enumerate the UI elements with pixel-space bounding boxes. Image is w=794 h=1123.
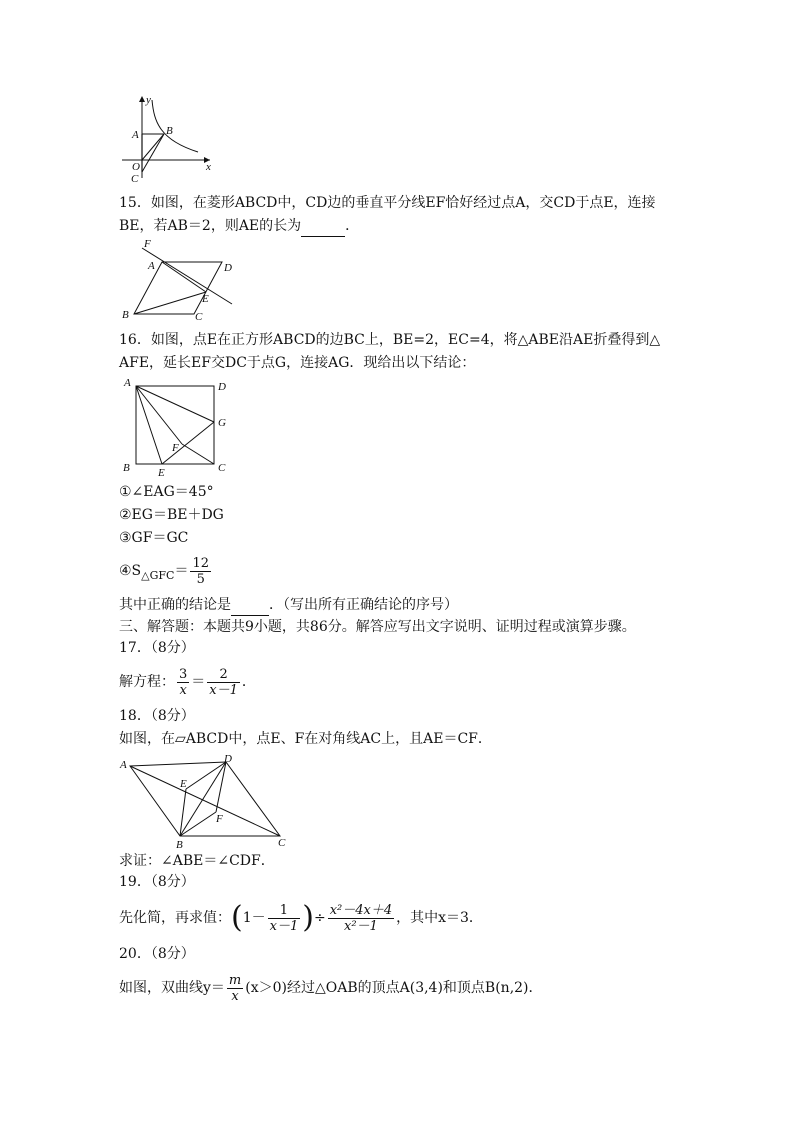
fig14-label-x: x (206, 161, 211, 173)
fig18-label-f: F (216, 813, 223, 825)
q17-head: 17．（8分） (119, 640, 195, 656)
q20-m-num: m (228, 972, 242, 988)
q19-head: 19．（8分） (119, 874, 195, 890)
figure-14-hyperbola (118, 92, 218, 182)
q19-suffix: ，其中x＝3． (396, 910, 483, 926)
fig18-label-d: D (224, 753, 232, 765)
q19-divide: ÷ (313, 910, 326, 926)
q16-c4-fraction (190, 556, 211, 587)
q19-expression (119, 896, 483, 940)
fig15-label-e: E (202, 293, 209, 305)
section-3-heading: 三、解答题：本题共9小题，共86分。解答应写出文字说明、证明过程或演算步骤。 (119, 619, 636, 635)
q19-one-minus: 1－ (242, 910, 266, 926)
fig18-label-c: C (278, 837, 286, 849)
q18-text: 如图，在▱ABCD中，点E、F在对角线AC上，且AE＝CF． (119, 731, 492, 747)
q16-line-2: AFE，延长EF交DC于点G，连接AG．现给出以下结论： (119, 355, 476, 371)
q16-conclusion-1: ①∠EAG＝45° (119, 484, 214, 500)
q15-period: ． (345, 218, 360, 234)
q16-c4-subscript: △GFC (141, 568, 175, 582)
q15-line-1: 15．如图，在菱形ABCD中，CD边的垂直平分线EF恰好经过点A，交CD于点E，连接 (119, 195, 656, 211)
q16-conclusion-3: ③GF＝GC (119, 530, 189, 546)
fig14-label-o: O (132, 161, 140, 173)
q17-right-fraction (207, 667, 240, 698)
fig18-label-a: A (120, 759, 127, 771)
q16-answer-blank[interactable] (231, 595, 269, 616)
q17-equals: ＝ (191, 674, 206, 690)
fig15-label-c: C (195, 311, 203, 320)
q20-m-den: x (231, 988, 239, 1004)
q20-rest: 经过△OAB的顶点A(3,4)和顶点B(n,2)． (286, 980, 543, 996)
fig14-label-b: B (166, 125, 173, 137)
q19-f1-den: x－1 (269, 918, 299, 934)
q16-answer-line (119, 595, 458, 616)
q20-prefix: 如图，双曲线y＝ (119, 980, 225, 996)
fig15-label-d: D (224, 262, 232, 274)
q19-fraction-1 (268, 903, 301, 934)
q20-head: 20．（8分） (119, 946, 195, 962)
fig16-label-e: E (158, 467, 165, 479)
fig16-label-d: D (218, 381, 226, 393)
fig14-label-a: A (132, 129, 139, 141)
fig16-label-b: B (123, 462, 130, 474)
q18-prove: 求证：∠ABE＝∠CDF． (119, 853, 275, 869)
q17-prefix: 解方程： (119, 674, 175, 690)
q19-left-paren: ( (231, 900, 243, 935)
figure-15-rhombus (118, 238, 248, 320)
q15-answer-blank[interactable] (301, 216, 345, 237)
fig16-label-a: A (124, 377, 131, 389)
q18-head: 18．（8分） (119, 708, 195, 724)
q19-f2-num: x²－4x＋4 (329, 902, 393, 918)
q16-answer-prefix: 其中正确的结论是 (119, 597, 231, 613)
q16-c4-numerator: 12 (192, 555, 209, 571)
q17-right-num: 2 (207, 667, 240, 683)
q16-c4-denominator: 5 (196, 571, 205, 587)
fig16-label-g: G (218, 417, 226, 429)
fig16-label-f: F (172, 442, 179, 454)
fig16-label-c: C (218, 462, 226, 474)
q15-line-2 (119, 216, 359, 237)
q16-conclusion-2: ②EG＝BE＋DG (119, 507, 224, 523)
q17-suffix: ． (241, 674, 256, 690)
q17-equation (119, 662, 256, 702)
q16-c4-label: ④S (119, 563, 142, 579)
fig18-label-b: B (176, 839, 183, 851)
q17-right-den: x－1 (209, 682, 238, 698)
q19-f1-num: 1 (268, 903, 301, 919)
fig14-label-c: C (131, 173, 139, 182)
q16-answer-suffix: ．（写出所有正确结论的序号） (269, 597, 458, 613)
q15-text: BE，若AB＝2，则AE的长为 (119, 218, 302, 234)
q19-right-paren: ) (302, 900, 314, 935)
fig15-label-b: B (122, 309, 129, 320)
q19-prefix: 先化简，再求值： (119, 910, 231, 926)
q16-conclusion-4 (119, 553, 213, 594)
q17-left-fraction (177, 667, 189, 698)
q17-left-den: x (179, 682, 187, 698)
q20-condition: (x＞0) (245, 980, 287, 996)
fig15-label-a: A (148, 260, 155, 272)
q16-line-1: 16．如图，点E在正方形ABCD的边BC上，BE=2，EC=4，将△ABE沿AE折叠得到△ (119, 332, 661, 348)
q20-fraction (227, 973, 243, 1004)
q20-text (119, 968, 543, 1008)
q17-left-num: 3 (179, 666, 188, 682)
fig15-label-f: F (144, 238, 151, 250)
figure-16-square (118, 376, 238, 480)
fig14-label-y: y (146, 94, 151, 106)
fig18-label-e: E (180, 778, 187, 790)
figure-18-parallelogram (118, 752, 293, 852)
q19-f2-den: x²－1 (344, 918, 378, 934)
q19-fraction-2 (328, 903, 394, 934)
q16-c4-equals: ＝ (174, 563, 189, 579)
